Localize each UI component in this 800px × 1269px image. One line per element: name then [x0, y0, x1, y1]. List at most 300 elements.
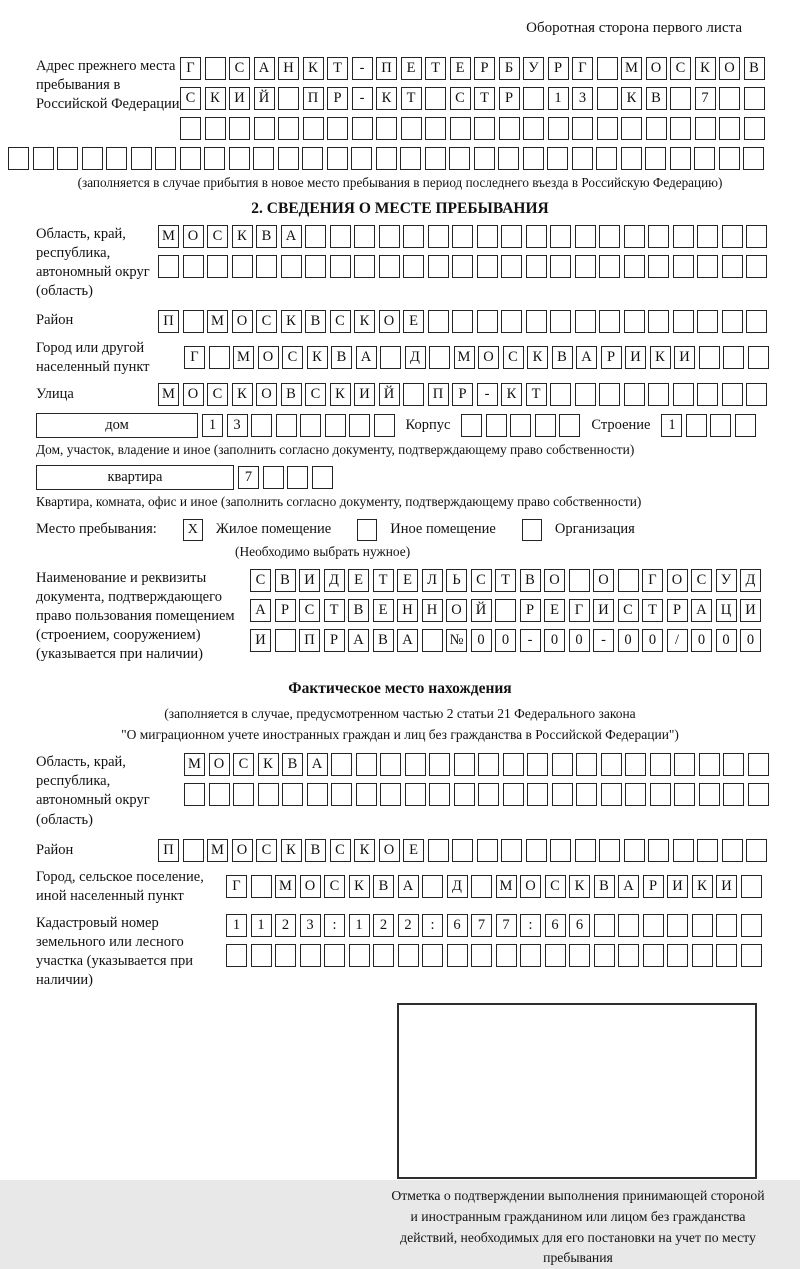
char-box[interactable]	[180, 147, 201, 170]
char-box[interactable]: В	[282, 753, 303, 776]
char-box[interactable]	[452, 310, 473, 333]
char-box[interactable]	[748, 753, 769, 776]
char-box[interactable]: О	[379, 310, 400, 333]
char-box[interactable]	[425, 87, 446, 110]
char-box[interactable]	[477, 310, 498, 333]
char-box[interactable]	[281, 255, 302, 278]
char-box[interactable]: 0	[544, 629, 565, 652]
char-box[interactable]: О	[183, 225, 204, 248]
char-box[interactable]: М	[454, 346, 475, 369]
char-box[interactable]	[673, 310, 694, 333]
char-box[interactable]: Р	[520, 599, 541, 622]
char-box[interactable]	[535, 414, 556, 437]
char-box[interactable]	[425, 117, 446, 140]
char-box[interactable]: В	[256, 225, 277, 248]
char-box[interactable]: Т	[401, 87, 422, 110]
char-box[interactable]	[403, 383, 424, 406]
char-box[interactable]: О	[478, 346, 499, 369]
char-box[interactable]: 0	[691, 629, 712, 652]
char-box[interactable]	[184, 783, 205, 806]
char-box[interactable]: С	[330, 310, 351, 333]
char-box[interactable]: -	[352, 87, 373, 110]
char-box[interactable]	[251, 944, 272, 967]
char-box[interactable]	[722, 839, 743, 862]
char-box[interactable]: Й	[471, 599, 492, 622]
char-box[interactable]	[478, 783, 499, 806]
street-row[interactable]	[158, 383, 767, 406]
char-box[interactable]: 3	[300, 914, 321, 937]
char-box[interactable]	[575, 839, 596, 862]
char-box[interactable]	[686, 414, 707, 437]
char-box[interactable]	[379, 225, 400, 248]
char-box[interactable]	[576, 753, 597, 776]
char-box[interactable]	[300, 414, 321, 437]
char-box[interactable]: С	[545, 875, 566, 898]
char-box[interactable]	[253, 147, 274, 170]
char-box[interactable]: 1	[226, 914, 247, 937]
char-box[interactable]	[624, 383, 645, 406]
char-box[interactable]	[33, 147, 54, 170]
cadastral-row-1[interactable]	[226, 914, 762, 937]
char-box[interactable]: К	[527, 346, 548, 369]
char-box[interactable]: М	[207, 839, 228, 862]
char-box[interactable]	[523, 117, 544, 140]
char-box[interactable]	[735, 414, 756, 437]
char-box[interactable]	[723, 346, 744, 369]
char-box[interactable]: И	[250, 629, 271, 652]
char-box[interactable]	[209, 346, 230, 369]
char-box[interactable]: К	[232, 225, 253, 248]
char-box[interactable]: П	[428, 383, 449, 406]
char-box[interactable]: С	[207, 225, 228, 248]
char-box[interactable]: И	[625, 346, 646, 369]
char-box[interactable]: 2	[398, 914, 419, 937]
char-box[interactable]: К	[281, 310, 302, 333]
char-box[interactable]: О	[446, 599, 467, 622]
char-box[interactable]: С	[330, 839, 351, 862]
char-box[interactable]	[155, 147, 176, 170]
char-box[interactable]	[594, 944, 615, 967]
char-box[interactable]: К	[281, 839, 302, 862]
char-box[interactable]: К	[205, 87, 226, 110]
char-box[interactable]: 0	[495, 629, 516, 652]
char-box[interactable]: /	[667, 629, 688, 652]
char-box[interactable]	[401, 117, 422, 140]
char-box[interactable]	[379, 255, 400, 278]
char-box[interactable]: Р	[643, 875, 664, 898]
char-box[interactable]: И	[593, 599, 614, 622]
char-box[interactable]	[746, 255, 767, 278]
char-box[interactable]	[254, 117, 275, 140]
char-box[interactable]	[670, 87, 691, 110]
char-box[interactable]	[376, 147, 397, 170]
document-row-3[interactable]	[250, 629, 761, 652]
char-box[interactable]	[673, 839, 694, 862]
char-box[interactable]	[251, 414, 272, 437]
char-box[interactable]	[741, 944, 762, 967]
char-box[interactable]: В	[594, 875, 615, 898]
char-box[interactable]: Р	[327, 87, 348, 110]
char-box[interactable]: Р	[667, 599, 688, 622]
char-box[interactable]	[422, 629, 443, 652]
char-box[interactable]	[324, 944, 345, 967]
char-box[interactable]	[454, 783, 475, 806]
char-box[interactable]	[425, 147, 446, 170]
char-box[interactable]	[477, 839, 498, 862]
char-box[interactable]	[625, 783, 646, 806]
char-box[interactable]	[403, 255, 424, 278]
char-box[interactable]: Р	[324, 629, 345, 652]
char-box[interactable]	[278, 87, 299, 110]
char-box[interactable]	[523, 147, 544, 170]
char-box[interactable]	[719, 117, 740, 140]
char-box[interactable]	[356, 753, 377, 776]
char-box[interactable]	[400, 147, 421, 170]
char-box[interactable]: М	[621, 57, 642, 80]
char-box[interactable]	[692, 914, 713, 937]
char-box[interactable]	[474, 117, 495, 140]
char-box[interactable]: 1	[661, 414, 682, 437]
char-box[interactable]	[226, 944, 247, 967]
actual-region-row-2[interactable]	[184, 783, 769, 806]
char-box[interactable]	[276, 414, 297, 437]
char-box[interactable]: Д	[324, 569, 345, 592]
char-box[interactable]: С	[229, 57, 250, 80]
char-box[interactable]	[258, 783, 279, 806]
char-box[interactable]	[305, 225, 326, 248]
char-box[interactable]	[550, 225, 571, 248]
char-box[interactable]: 2	[275, 914, 296, 937]
char-box[interactable]	[624, 310, 645, 333]
char-box[interactable]: О	[379, 839, 400, 862]
char-box[interactable]: П	[303, 87, 324, 110]
char-box[interactable]: У	[523, 57, 544, 80]
char-box[interactable]	[373, 944, 394, 967]
organization-checkbox[interactable]	[522, 519, 542, 541]
char-box[interactable]: С	[471, 569, 492, 592]
char-box[interactable]	[673, 225, 694, 248]
char-box[interactable]: В	[305, 839, 326, 862]
char-box[interactable]: О	[183, 383, 204, 406]
char-box[interactable]: В	[520, 569, 541, 592]
char-box[interactable]	[405, 783, 426, 806]
char-box[interactable]: К	[330, 383, 351, 406]
char-box[interactable]: К	[354, 839, 375, 862]
char-box[interactable]: 7	[695, 87, 716, 110]
char-box[interactable]	[594, 914, 615, 937]
char-box[interactable]	[428, 255, 449, 278]
char-box[interactable]	[526, 255, 547, 278]
char-box[interactable]	[429, 346, 450, 369]
char-box[interactable]: И	[740, 599, 761, 622]
char-box[interactable]	[697, 255, 718, 278]
char-box[interactable]	[209, 783, 230, 806]
char-box[interactable]: 6	[447, 914, 468, 937]
char-box[interactable]: Л	[422, 569, 443, 592]
char-box[interactable]	[510, 414, 531, 437]
char-box[interactable]	[741, 875, 762, 898]
char-box[interactable]	[722, 255, 743, 278]
char-box[interactable]	[746, 383, 767, 406]
char-box[interactable]: О	[232, 839, 253, 862]
char-box[interactable]	[601, 783, 622, 806]
char-box[interactable]	[398, 944, 419, 967]
char-box[interactable]: А	[356, 346, 377, 369]
char-box[interactable]: Р	[499, 87, 520, 110]
char-box[interactable]: К	[650, 346, 671, 369]
char-box[interactable]	[428, 310, 449, 333]
house-number-row[interactable]	[202, 414, 395, 437]
char-box[interactable]	[599, 255, 620, 278]
char-box[interactable]	[648, 383, 669, 406]
char-box[interactable]	[300, 944, 321, 967]
char-box[interactable]: Г	[642, 569, 663, 592]
char-box[interactable]: О	[719, 57, 740, 80]
stroenie-row[interactable]	[661, 414, 756, 437]
char-box[interactable]	[527, 783, 548, 806]
char-box[interactable]: Б	[499, 57, 520, 80]
char-box[interactable]	[303, 117, 324, 140]
char-box[interactable]: Д	[405, 346, 426, 369]
char-box[interactable]	[744, 87, 765, 110]
char-box[interactable]: Т	[474, 87, 495, 110]
char-box[interactable]	[624, 839, 645, 862]
char-box[interactable]	[596, 147, 617, 170]
char-box[interactable]: А	[397, 629, 418, 652]
char-box[interactable]	[746, 839, 767, 862]
char-box[interactable]: А	[398, 875, 419, 898]
char-box[interactable]: С	[691, 569, 712, 592]
char-box[interactable]	[275, 944, 296, 967]
char-box[interactable]: К	[232, 383, 253, 406]
prev-address-row-1[interactable]	[180, 57, 765, 80]
char-box[interactable]	[697, 839, 718, 862]
char-box[interactable]: И	[229, 87, 250, 110]
char-box[interactable]	[452, 255, 473, 278]
char-box[interactable]: В	[305, 310, 326, 333]
char-box[interactable]: В	[646, 87, 667, 110]
char-box[interactable]	[461, 414, 482, 437]
char-box[interactable]	[351, 147, 372, 170]
char-box[interactable]: М	[233, 346, 254, 369]
char-box[interactable]: О	[256, 383, 277, 406]
char-box[interactable]: А	[281, 225, 302, 248]
char-box[interactable]: Т	[425, 57, 446, 80]
char-box[interactable]	[597, 87, 618, 110]
document-row-1[interactable]	[250, 569, 761, 592]
char-box[interactable]: С	[503, 346, 524, 369]
char-box[interactable]: 6	[545, 914, 566, 937]
char-box[interactable]: И	[674, 346, 695, 369]
char-box[interactable]	[572, 147, 593, 170]
char-box[interactable]: Г	[180, 57, 201, 80]
char-box[interactable]: К	[569, 875, 590, 898]
char-box[interactable]	[526, 839, 547, 862]
char-box[interactable]	[207, 255, 228, 278]
char-box[interactable]: Е	[544, 599, 565, 622]
prev-address-row-3[interactable]	[180, 117, 765, 140]
char-box[interactable]	[429, 753, 450, 776]
char-box[interactable]: В	[373, 875, 394, 898]
char-box[interactable]: 7	[496, 914, 517, 937]
char-box[interactable]	[422, 944, 443, 967]
char-box[interactable]: И	[354, 383, 375, 406]
char-box[interactable]	[330, 225, 351, 248]
char-box[interactable]	[648, 839, 669, 862]
char-box[interactable]: Д	[740, 569, 761, 592]
char-box[interactable]	[722, 383, 743, 406]
document-row-2[interactable]	[250, 599, 761, 622]
char-box[interactable]	[501, 255, 522, 278]
char-box[interactable]	[449, 147, 470, 170]
char-box[interactable]: П	[299, 629, 320, 652]
char-box[interactable]	[251, 875, 272, 898]
char-box[interactable]: Е	[401, 57, 422, 80]
char-box[interactable]	[471, 944, 492, 967]
char-box[interactable]	[674, 783, 695, 806]
char-box[interactable]: 0	[569, 629, 590, 652]
char-box[interactable]	[380, 753, 401, 776]
char-box[interactable]	[503, 753, 524, 776]
char-box[interactable]	[376, 117, 397, 140]
char-box[interactable]: О	[232, 310, 253, 333]
char-box[interactable]: Н	[397, 599, 418, 622]
char-box[interactable]: Й	[254, 87, 275, 110]
char-box[interactable]	[550, 839, 571, 862]
char-box[interactable]	[575, 225, 596, 248]
char-box[interactable]	[621, 147, 642, 170]
char-box[interactable]	[477, 255, 498, 278]
char-box[interactable]: М	[158, 225, 179, 248]
char-box[interactable]	[523, 87, 544, 110]
char-box[interactable]	[380, 346, 401, 369]
char-box[interactable]: Т	[495, 569, 516, 592]
char-box[interactable]	[106, 147, 127, 170]
char-box[interactable]	[307, 783, 328, 806]
char-box[interactable]	[569, 569, 590, 592]
char-box[interactable]: Р	[452, 383, 473, 406]
char-box[interactable]	[380, 783, 401, 806]
char-box[interactable]	[719, 147, 740, 170]
char-box[interactable]	[601, 753, 622, 776]
city-row[interactable]	[184, 346, 769, 369]
char-box[interactable]: Т	[526, 383, 547, 406]
char-box[interactable]	[302, 147, 323, 170]
char-box[interactable]	[650, 783, 671, 806]
char-box[interactable]: К	[376, 87, 397, 110]
char-box[interactable]: 1	[548, 87, 569, 110]
char-box[interactable]: Е	[373, 599, 394, 622]
char-box[interactable]: К	[303, 57, 324, 80]
char-box[interactable]	[624, 225, 645, 248]
char-box[interactable]	[526, 310, 547, 333]
char-box[interactable]: Ь	[446, 569, 467, 592]
char-box[interactable]	[229, 117, 250, 140]
char-box[interactable]: А	[254, 57, 275, 80]
char-box[interactable]	[454, 753, 475, 776]
char-box[interactable]: К	[501, 383, 522, 406]
char-box[interactable]: Т	[324, 599, 345, 622]
char-box[interactable]: Е	[348, 569, 369, 592]
char-box[interactable]: Н	[278, 57, 299, 80]
char-box[interactable]: Е	[397, 569, 418, 592]
char-box[interactable]	[599, 310, 620, 333]
char-box[interactable]	[356, 783, 377, 806]
char-box[interactable]: В	[744, 57, 765, 80]
char-box[interactable]	[82, 147, 103, 170]
char-box[interactable]	[716, 914, 737, 937]
char-box[interactable]	[569, 944, 590, 967]
char-box[interactable]	[743, 147, 764, 170]
char-box[interactable]: О	[593, 569, 614, 592]
char-box[interactable]: А	[691, 599, 712, 622]
char-box[interactable]	[325, 414, 346, 437]
char-box[interactable]: 7	[238, 466, 259, 489]
char-box[interactable]: Е	[450, 57, 471, 80]
char-box[interactable]	[405, 753, 426, 776]
char-box[interactable]	[8, 147, 29, 170]
char-box[interactable]	[710, 414, 731, 437]
char-box[interactable]: Г	[184, 346, 205, 369]
char-box[interactable]	[545, 944, 566, 967]
char-box[interactable]: А	[618, 875, 639, 898]
char-box[interactable]	[694, 147, 715, 170]
char-box[interactable]: Т	[642, 599, 663, 622]
char-box[interactable]: :	[422, 914, 443, 937]
char-box[interactable]: С	[324, 875, 345, 898]
char-box[interactable]	[572, 117, 593, 140]
char-box[interactable]	[278, 147, 299, 170]
char-box[interactable]	[575, 383, 596, 406]
char-box[interactable]: А	[250, 599, 271, 622]
char-box[interactable]: 2	[373, 914, 394, 937]
char-box[interactable]	[282, 783, 303, 806]
region-row-2[interactable]	[158, 255, 767, 278]
char-box[interactable]	[232, 255, 253, 278]
char-box[interactable]: С	[207, 383, 228, 406]
char-box[interactable]	[648, 255, 669, 278]
char-box[interactable]	[452, 225, 473, 248]
char-box[interactable]	[180, 117, 201, 140]
char-box[interactable]	[352, 117, 373, 140]
char-box[interactable]	[716, 944, 737, 967]
char-box[interactable]	[233, 783, 254, 806]
apartment-number-row[interactable]	[238, 466, 333, 489]
char-box[interactable]: С	[256, 310, 277, 333]
char-box[interactable]: И	[716, 875, 737, 898]
char-box[interactable]: В	[348, 599, 369, 622]
char-box[interactable]: К	[692, 875, 713, 898]
char-box[interactable]	[478, 753, 499, 776]
char-box[interactable]	[131, 147, 152, 170]
char-box[interactable]	[474, 147, 495, 170]
district-row[interactable]	[158, 310, 767, 333]
char-box[interactable]: П	[158, 839, 179, 862]
char-box[interactable]	[723, 783, 744, 806]
actual-city-row[interactable]	[226, 875, 762, 898]
char-box[interactable]	[699, 753, 720, 776]
char-box[interactable]: О	[544, 569, 565, 592]
char-box[interactable]	[550, 255, 571, 278]
char-box[interactable]: В	[331, 346, 352, 369]
char-box[interactable]	[499, 117, 520, 140]
char-box[interactable]	[618, 944, 639, 967]
char-box[interactable]: Р	[275, 599, 296, 622]
char-box[interactable]: 0	[642, 629, 663, 652]
char-box[interactable]: С	[670, 57, 691, 80]
char-box[interactable]: -	[593, 629, 614, 652]
char-box[interactable]: О	[520, 875, 541, 898]
